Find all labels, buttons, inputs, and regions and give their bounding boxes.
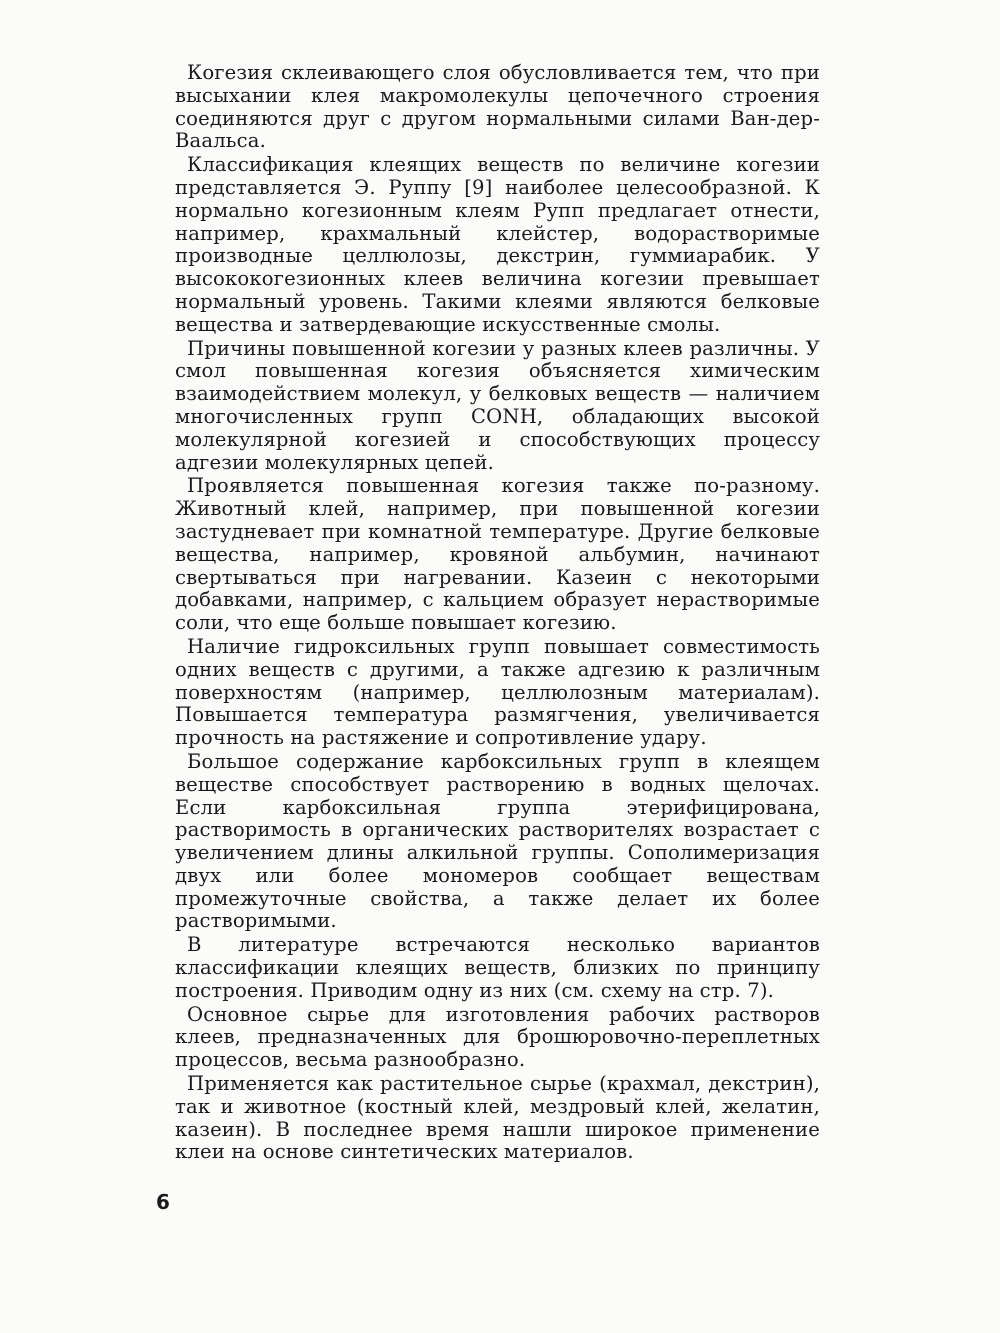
paragraph-plant-animal-raw-materials: Применяется как растительное сырье (крахмал, декстрин), так и животное (костный клей, мездровый клей, желатин, казеин). В последнее время нашли широкое применение клеи на основе синтетических материалов.	[175, 1072, 820, 1164]
paragraph-causes-of-cohesion: Причины повышенной когезии у разных клеев различны. У смол повышенная когезия объясняется химическим взаимодействием молекул, у белковых веществ — наличием многочисленных групп CONH, обладающих высокой молекулярной когезией и способствующих процессу адгезии молекулярных цепей.	[175, 336, 820, 474]
body-text	[175, 62, 820, 1165]
page-number: 6	[156, 1190, 170, 1214]
paragraph-hydroxyl-groups: Наличие гидроксильных групп повышает совместимость одних веществ с другими, а также адгезию к различным поверхностям (например, целлюлозным материалам). Повышается температура размягчения, увеличивается прочность на растяжение и сопротивление удару.	[175, 634, 820, 750]
paragraph-cohesion-manifestation: Проявляется повышенная когезия также по-разному. Животный клей, например, при повышенной когезии застудневает при комнатной температуре. Другие белковые вещества, например, кровяной альбумин, начинают свертываться при нагревании. Казеин с некоторыми добавками, например, с кальцием образует нерастворимые соли, что еще больше повышает когезию.	[175, 474, 820, 635]
paragraph-classification-by-cohesion: Классификация клеящих веществ по величине когезии представляется Э. Руппу [9] наиболее целесообразной. К нормально когезионным клеям Рупп предлагает отнести, например, крахмальный клейстер, водорастворимые производные целлюлозы, декстрин, гуммиарабик. У высококогезионных клеев величина когезии превышает нормальный уровень. Такими клеями являются белковые вещества и затвердевающие искусственные смолы.	[175, 153, 820, 336]
paragraph-cohesion-bonding: Когезия склеивающего слоя обусловливается тем, что при высыхании клея макромолекулы цепочечного строения соединяются друг с другом нормальными силами Ван-дер-Ваальса.	[175, 61, 820, 153]
paragraph-classification-variants: В литературе встречаются несколько вариантов классификации клеящих веществ, близких по принципу построения. Приводим одну из них (см. схему на стр. 7).	[175, 933, 820, 1002]
paragraph-carboxyl-groups: Большое содержание карбоксильных групп в клеящем веществе способствует растворению в водных щелочах. Если карбоксильная группа этерифицирована, растворимость в органических растворителях возрастает с увеличением длины алкильной группы. Сополимеризация двух или более мономеров сообщает веществам промежуточные свойства, а также делает их более растворимыми.	[175, 749, 820, 933]
paragraph-raw-materials: Основное сырье для изготовления рабочих растворов клеев, предназначенных для брошюровочно-переплетных процессов, весьма разнообразно.	[175, 1002, 820, 1072]
